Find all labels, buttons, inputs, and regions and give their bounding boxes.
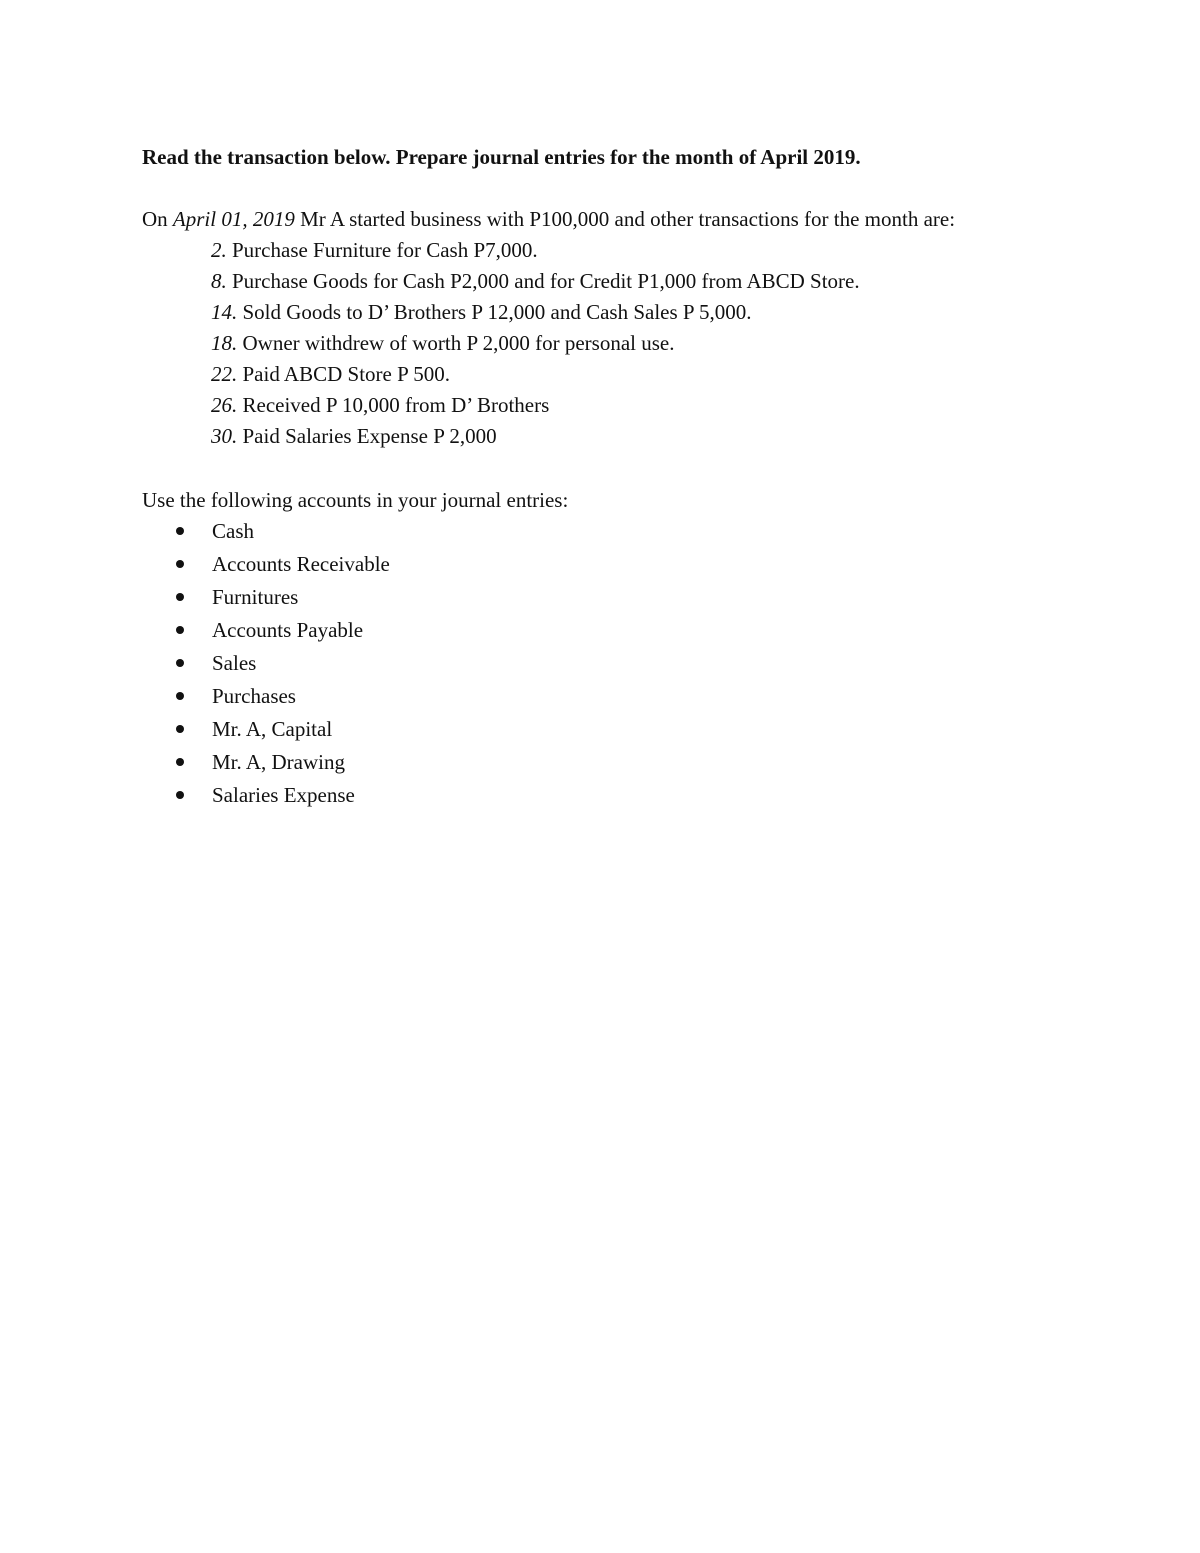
bullet-icon — [176, 659, 184, 667]
account-label: Cash — [212, 519, 254, 543]
intro-paragraph — [142, 205, 955, 233]
account-item — [174, 583, 390, 616]
page-heading: Read the transaction below. Prepare journal entries for the month of April 2019. — [142, 145, 861, 169]
transaction-text: Paid ABCD Store P 500. — [237, 362, 450, 386]
accounts-intro: Use the following accounts in your journal entries: — [142, 488, 569, 512]
account-label: Purchases — [212, 684, 296, 708]
intro-suffix: Mr A started business with P100,000 and other transactions for the month are: — [294, 207, 956, 231]
account-label: Accounts Payable — [212, 618, 364, 642]
transaction-text: Purchase Goods for Cash P2,000 and for Credit P1,000 from ABCD Store. — [226, 269, 860, 293]
account-label: Sales — [212, 651, 257, 675]
transaction-text: Sold Goods to D’ Brothers P 12,000 and Cash Sales P 5,000. — [237, 300, 752, 324]
transaction-item — [211, 360, 860, 391]
transaction-text: Purchase Furniture for Cash P7,000. — [226, 238, 538, 262]
intro-prefix: On — [142, 207, 173, 231]
transaction-day: 18. — [211, 331, 238, 355]
account-item — [174, 616, 390, 649]
transaction-item — [211, 329, 860, 360]
transaction-item — [211, 267, 860, 298]
transaction-list — [211, 236, 860, 453]
account-item — [174, 649, 390, 682]
bullet-icon — [176, 725, 184, 733]
transaction-day: 26. — [211, 393, 238, 417]
accounts-list — [174, 517, 390, 814]
account-item — [174, 682, 390, 715]
transaction-day: 2. — [211, 238, 227, 262]
bullet-icon — [176, 626, 184, 634]
transaction-item — [211, 391, 860, 422]
transaction-day: 22. — [211, 362, 238, 386]
account-item — [174, 748, 390, 781]
account-item — [174, 781, 390, 814]
bullet-icon — [176, 758, 184, 766]
transaction-item — [211, 422, 860, 453]
intro-date: April 01, 2019 — [172, 207, 295, 231]
bullet-icon — [176, 692, 184, 700]
transaction-day: 30. — [211, 424, 238, 448]
account-label: Accounts Receivable — [212, 552, 390, 576]
account-label: Mr. A, Drawing — [212, 750, 345, 774]
transaction-text: Received P 10,000 from D’ Brothers — [237, 393, 550, 417]
account-item — [174, 517, 390, 550]
account-item — [174, 715, 390, 748]
transaction-text: Owner withdrew of worth P 2,000 for personal use. — [237, 331, 675, 355]
transaction-day: 8. — [211, 269, 227, 293]
transaction-text: Paid Salaries Expense P 2,000 — [237, 424, 497, 448]
account-item — [174, 550, 390, 583]
bullet-icon — [176, 791, 184, 799]
transaction-item — [211, 298, 860, 329]
bullet-icon — [176, 560, 184, 568]
bullet-icon — [176, 527, 184, 535]
account-label: Mr. A, Capital — [212, 717, 333, 741]
account-label: Salaries Expense — [212, 783, 355, 807]
bullet-icon — [176, 593, 184, 601]
account-label: Furnitures — [212, 585, 299, 609]
transaction-item — [211, 236, 860, 267]
transaction-day: 14. — [211, 300, 238, 324]
